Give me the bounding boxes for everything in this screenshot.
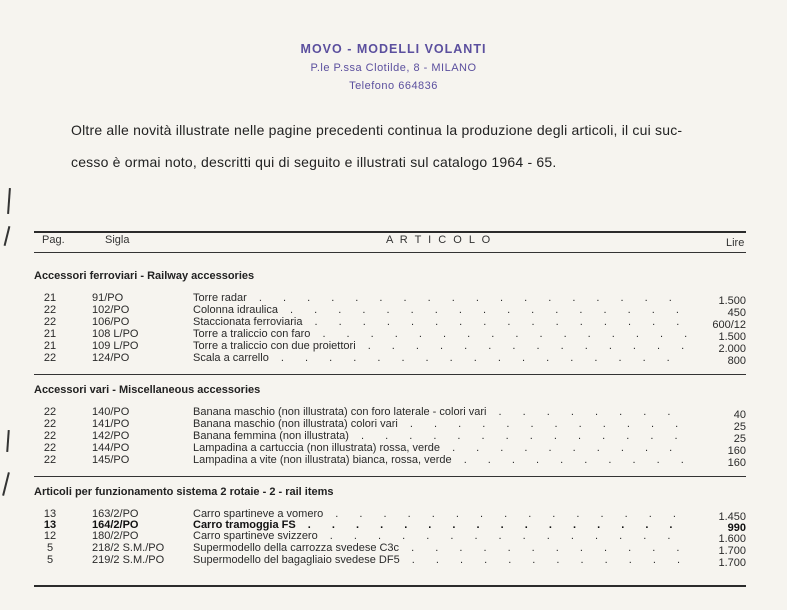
section-divider [34, 374, 746, 375]
table-row [0, 328, 787, 343]
table-row [0, 292, 787, 307]
row-lire: 1.500 [718, 331, 746, 343]
intro-line-2: cesso è ormai noto, descritti qui di seguito e illustrati sul catalogo 1964 - 65. [71, 154, 557, 170]
header-pag: Pag. [42, 234, 65, 246]
row-lire: 40 [733, 409, 746, 421]
row-lire: 450 [727, 307, 746, 319]
row-sigla: 124/PO [92, 352, 130, 364]
table-bottom-rule [34, 585, 746, 587]
row-sigla: 145/PO [92, 454, 130, 466]
table-row [0, 542, 787, 557]
row-sigla: 106/PO [92, 316, 130, 328]
row-sigla: 144/PO [92, 442, 130, 454]
row-articolo: Lampadina a cartuccia (non illustrata) rossa, verde . . . [193, 442, 691, 454]
row-pag: 22 [43, 430, 57, 442]
table-row [0, 554, 787, 569]
stamp-address: P.le P.ssa Clotilde, 8 - MILANO [310, 62, 477, 74]
row-lire: 990 [727, 522, 746, 534]
row-sigla: 140/PO [92, 406, 130, 418]
row-articolo: Supermodello del bagagliaio svedese DF5 . . . [193, 554, 691, 566]
row-pag: 21 [43, 292, 57, 304]
row-sigla: 163/2/PO [92, 508, 139, 520]
binder-mark [4, 226, 11, 246]
row-articolo: Scala a carrello . . . [193, 352, 691, 364]
table-row [0, 316, 787, 331]
row-lire: 2.000 [718, 343, 746, 355]
table-row [0, 530, 787, 545]
intro-line-1: Oltre alle novità illustrate nelle pagine precedenti continua la produzione degli articoli, il cui suc- [71, 122, 683, 138]
table-row [0, 430, 787, 445]
row-pag: 22 [43, 352, 57, 364]
row-sigla: 142/PO [92, 430, 130, 442]
row-pag: 22 [43, 316, 57, 328]
row-sigla: 91/PO [92, 292, 124, 304]
row-pag: 13 [43, 519, 57, 531]
section-divider [34, 476, 746, 477]
row-articolo: Lampadina a vite (non illustrata) bianca, rossa, verde . . . [193, 454, 691, 466]
row-lire: 1.500 [718, 295, 746, 307]
row-pag: 5 [46, 554, 54, 566]
row-pag: 21 [43, 328, 57, 340]
row-lire: 25 [733, 433, 746, 445]
row-sigla: 141/PO [92, 418, 130, 430]
row-pag: 22 [43, 406, 57, 418]
row-articolo: Colonna idraulica . . . [193, 304, 691, 316]
table-row [0, 304, 787, 319]
section-title-2-rail-items: Articoli per funzionamento sistema 2 rotaie - 2 - rail items [34, 486, 334, 498]
section-title-miscellaneous-accessories: Accessori vari - Miscellaneous accessories [34, 384, 261, 396]
row-pag: 22 [43, 418, 57, 430]
row-lire: 1.700 [718, 557, 746, 569]
row-articolo: Banana femmina (non illustrata) . . . [193, 430, 691, 442]
row-articolo: Supermodello della carrozza svedese C3c . . . [193, 542, 691, 554]
table-row [0, 406, 787, 421]
table-row [0, 418, 787, 433]
table-row [0, 442, 787, 457]
stamp-company-name: MOVO - MODELLI VOLANTI [300, 42, 487, 56]
row-articolo: Banana maschio (non illustrata) con foro laterale - colori vari . . . [193, 406, 691, 418]
row-pag: 12 [43, 530, 57, 542]
row-articolo: Staccionata ferroviaria . . . [193, 316, 691, 328]
row-sigla: 109 L/PO [92, 340, 139, 352]
row-articolo: Torre radar . . . [193, 292, 691, 304]
row-sigla: 102/PO [92, 304, 130, 316]
row-lire: 1.700 [718, 545, 746, 557]
row-articolo: Carro tramoggia FS . . . [193, 519, 691, 531]
row-pag: 5 [46, 542, 54, 554]
row-lire: 1.600 [718, 533, 746, 545]
header-articolo: A R T I C O L O [386, 234, 493, 246]
row-articolo: Carro spartineve a vomero . . . [193, 508, 691, 520]
row-sigla: 219/2 S.M./PO [92, 554, 165, 566]
row-sigla: 108 L/PO [92, 328, 139, 340]
row-pag: 22 [43, 304, 57, 316]
row-articolo: Torre a traliccio con due proiettori . . . [193, 340, 691, 352]
row-sigla: 164/2/PO [92, 519, 139, 531]
row-pag: 22 [43, 454, 57, 466]
row-lire: 160 [727, 457, 746, 469]
row-sigla: 218/2 S.M./PO [92, 542, 165, 554]
table-row [0, 454, 787, 469]
row-pag: 21 [43, 340, 57, 352]
row-lire: 1.450 [718, 511, 746, 523]
row-lire: 25 [733, 421, 746, 433]
table-row [0, 352, 787, 367]
row-articolo: Carro spartineve svizzero . . . [193, 530, 691, 542]
row-articolo: Banana maschio (non illustrata) colori vari . . . [193, 418, 691, 430]
section-title-railway-accessories: Accessori ferroviari - Railway accessories [34, 270, 255, 282]
table-row [0, 340, 787, 355]
table-top-rule [34, 231, 746, 233]
row-pag: 22 [43, 442, 57, 454]
row-lire: 800 [727, 355, 746, 367]
header-lire: Lire [726, 237, 745, 249]
row-pag: 13 [43, 508, 57, 520]
row-lire: 160 [727, 445, 746, 457]
row-lire: 600/12 [712, 319, 746, 331]
row-sigla: 180/2/PO [92, 530, 139, 542]
header-bottom-rule [34, 252, 746, 253]
header-sigla: Sigla [105, 234, 130, 246]
stamp-telephone: Telefono 664836 [349, 80, 438, 92]
binder-mark [7, 188, 11, 214]
row-articolo: Torre a traliccio con faro . . . [193, 328, 691, 340]
binder-mark [2, 472, 10, 496]
